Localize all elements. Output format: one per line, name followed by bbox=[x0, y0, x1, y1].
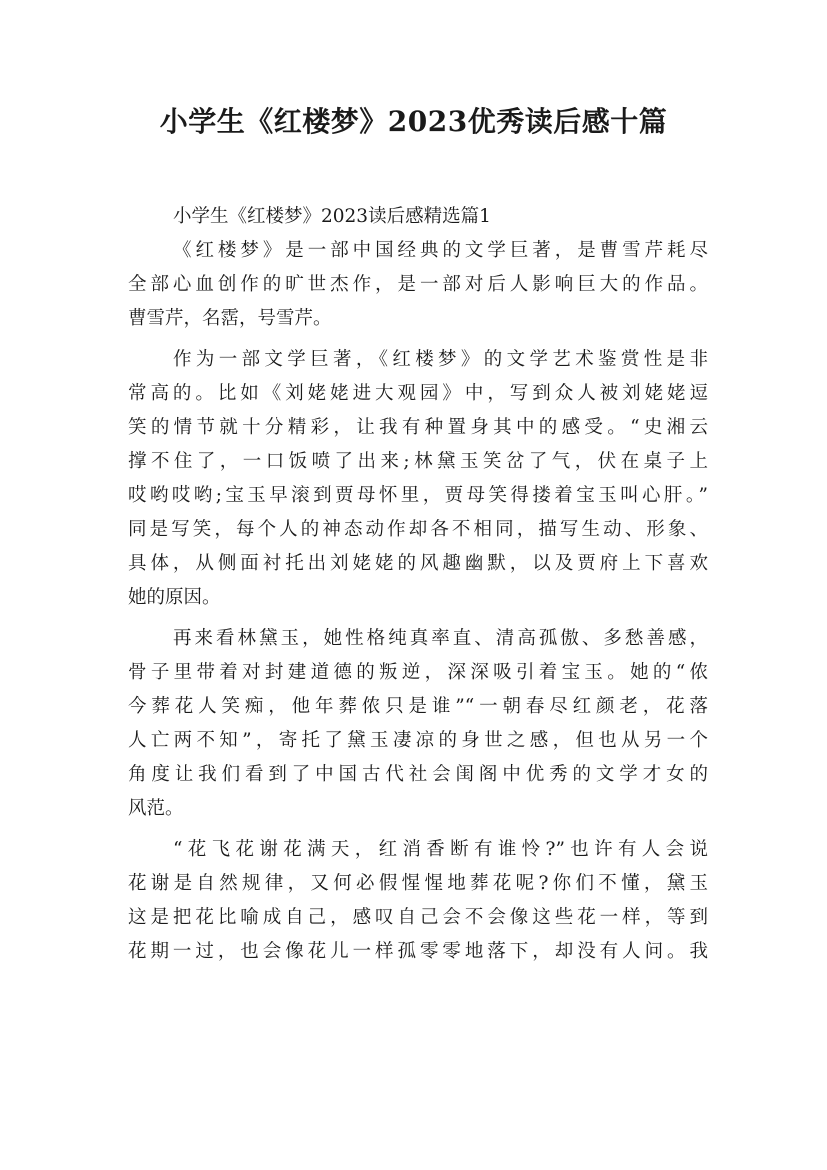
paragraph-line: 具体，从侧面衬托出刘姥姥的风趣幽默，以及贾府上下喜欢 bbox=[128, 553, 708, 574]
paragraph-line: 笑的情节就十分精彩，让我有种置身其中的感受。“史湘云 bbox=[128, 417, 708, 438]
paragraph-1 bbox=[128, 234, 708, 336]
paragraph-line: “花飞花谢花满天，红消香断有谁怜?”也许有人会说 bbox=[173, 839, 708, 860]
paragraph-line: 今葬花人笑痴，他年葬侬只是谁”“一朝春尽红颜老，花落 bbox=[128, 696, 708, 717]
paragraph-line: 花期一过，也会像花儿一样孤零零地落下，却没有人问。我 bbox=[128, 941, 708, 962]
paragraph-line: 这是把花比喻成自己，感叹自己会不会像这些花一样，等到 bbox=[128, 907, 708, 928]
paragraph-line: 骨子里带着对封建道德的叛逆，深深吸引着宝玉。她的“侬 bbox=[128, 662, 708, 683]
paragraph-line: 常高的。比如《刘姥姥进大观园》中，写到众人被刘姥姥逗 bbox=[128, 383, 708, 404]
paragraph-line: 全部心血创作的旷世杰作，是一部对后人影响巨大的作品。 bbox=[128, 274, 708, 295]
paragraph-line: 撑不住了，一口饭喷了出来;林黛玉笑岔了气，伏在桌子上 bbox=[128, 451, 708, 472]
document-body bbox=[128, 200, 708, 969]
paragraph-2 bbox=[128, 343, 708, 615]
paragraph-line: 曹雪芹，名霑，号雪芹。 bbox=[128, 308, 332, 329]
paragraph-line: 人亡两不知”，寄托了黛玉凄凉的身世之感，但也从另一个 bbox=[128, 730, 708, 751]
paragraph-line: 同是写笑，每个人的神态动作却各不相同，描写生动、形象、 bbox=[128, 519, 708, 540]
paragraph-line: 她的原因。 bbox=[128, 587, 221, 608]
paragraph-line: 花谢是自然规律，又何必假惺惺地葬花呢?你们不懂，黛玉 bbox=[128, 873, 708, 894]
paragraph-line: 风范。 bbox=[128, 798, 184, 819]
paragraph-line: 作为一部文学巨著，《红楼梦》的文学艺术鉴赏性是非 bbox=[173, 349, 708, 370]
paragraph-line: 角度让我们看到了中国古代社会闺阁中优秀的文学才女的 bbox=[128, 764, 708, 785]
document-title: 小学生《红楼梦》2023优秀读后感十篇 bbox=[159, 105, 668, 138]
paragraph-line: 《红楼梦》是一部中国经典的文学巨著，是曹雪芹耗尽 bbox=[173, 240, 708, 261]
section-heading: 小学生《红楼梦》2023读后感精选篇1 bbox=[173, 206, 491, 227]
paragraph-line: 再来看林黛玉，她性格纯真率直、清高孤傲、多愁善感， bbox=[173, 628, 708, 649]
paragraph-4 bbox=[128, 833, 708, 969]
paragraph-3 bbox=[128, 622, 708, 826]
paragraph-line: 哎哟哎哟;宝玉早滚到贾母怀里，贾母笑得搂着宝玉叫心肝。” bbox=[128, 485, 708, 506]
